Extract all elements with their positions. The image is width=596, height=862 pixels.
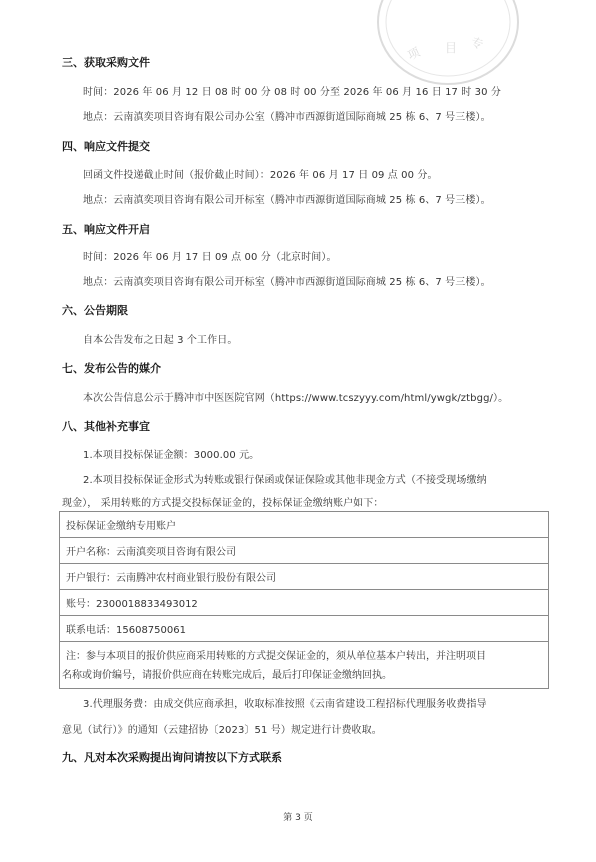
section-6-text: 自本公告发布之日起 3 个工作日。	[83, 335, 238, 346]
deposit-account-table	[59, 511, 549, 689]
table-row	[60, 538, 548, 564]
section-8-item-3-line-2: 意见（试行）》的通知（云建招协〔2023〕51 号）规定进行计费收取。	[62, 725, 382, 736]
svg-text:专: 专	[468, 34, 486, 52]
section-8-item-1: 1.本项目投标保证金额：3000.00 元。	[83, 450, 260, 461]
table-cell: 联系电话：15608750061	[66, 625, 186, 636]
page-number: 第 3 页	[283, 813, 313, 823]
section-8-title: 八、其他补充事宜	[62, 420, 150, 433]
table-row	[60, 564, 548, 590]
section-4-place: 地点：云南滇奕项目咨询有限公司开标室（腾冲市西源街道国际商城 25 栋 6、7 号三楼）。	[83, 195, 491, 206]
svg-text:项: 项	[405, 44, 423, 63]
svg-text:目: 目	[445, 41, 458, 55]
section-5-time: 时间：2026 年 06 月 17 日 09 点 00 分（北京时间）。	[83, 252, 337, 263]
section-3-title: 三、获取采购文件	[62, 56, 150, 69]
table-note-line-1: 注：参与本项目的报价供应商采用转账的方式提交保证金的，须从单位基本户转出，并注明项目	[66, 651, 486, 662]
section-7-text: 本次公告信息公示于腾冲市中医医院官网（https://www.tcszyyy.com/html/ywgk/ztbgg/）。	[83, 393, 509, 404]
table-note-row	[60, 642, 548, 688]
table-cell: 开户名称：云南滇奕项目咨询有限公司	[66, 547, 236, 558]
section-8-item-2-line-2: 现金）， 采用转账的方式提交投标保证金的，投标保证金缴纳账户如下：	[62, 498, 384, 509]
table-row	[60, 512, 548, 538]
table-cell: 投标保证金缴纳专用账户	[66, 521, 176, 532]
section-8-item-3-line-1: 3.代理服务费：由成交供应商承担，收取标准按照《云南省建设工程招标代理服务收费指导	[83, 699, 487, 710]
section-5-place: 地点：云南滇奕项目咨询有限公司开标室（腾冲市西源街道国际商城 25 栋 6、7 号三楼）。	[83, 277, 491, 288]
table-cell: 开户银行：云南腾冲农村商业银行股份有限公司	[66, 573, 276, 584]
table-note-line-2: 名称或询价编号，请报价供应商在转账完成后，最后打印保证金缴纳回执。	[62, 670, 392, 681]
table-cell: 账号：2300018833493012	[66, 599, 198, 610]
section-5-title: 五、响应文件开启	[62, 223, 150, 236]
section-4-deadline: 回函文件投递截止时间（报价截止时间）：2026 年 06 月 17 日 09 点 00 分。	[83, 170, 438, 181]
section-4-title: 四、响应文件提交	[62, 140, 150, 153]
table-row	[60, 616, 548, 642]
table-row	[60, 590, 548, 616]
section-7-title: 七、发布公告的媒介	[62, 362, 161, 375]
section-8-item-2-line-1: 2.本项目投标保证金形式为转账或银行保函或保证保险或其他非现金方式（不接受现场缴纳	[83, 475, 487, 486]
section-3-place: 地点：云南滇奕项目咨询有限公司办公室（腾冲市西源街道国际商城 25 栋 6、7 号三楼）。	[83, 112, 491, 123]
section-9-title: 九、凡对本次采购提出询问请按以下方式联系	[62, 751, 282, 764]
section-3-time: 时间：2026 年 06 月 12 日 08 时 00 分 08 时 00 分至 2026 年 06 月 16 日 17 时 30 分	[83, 87, 501, 98]
section-6-title: 六、公告期限	[62, 304, 128, 317]
